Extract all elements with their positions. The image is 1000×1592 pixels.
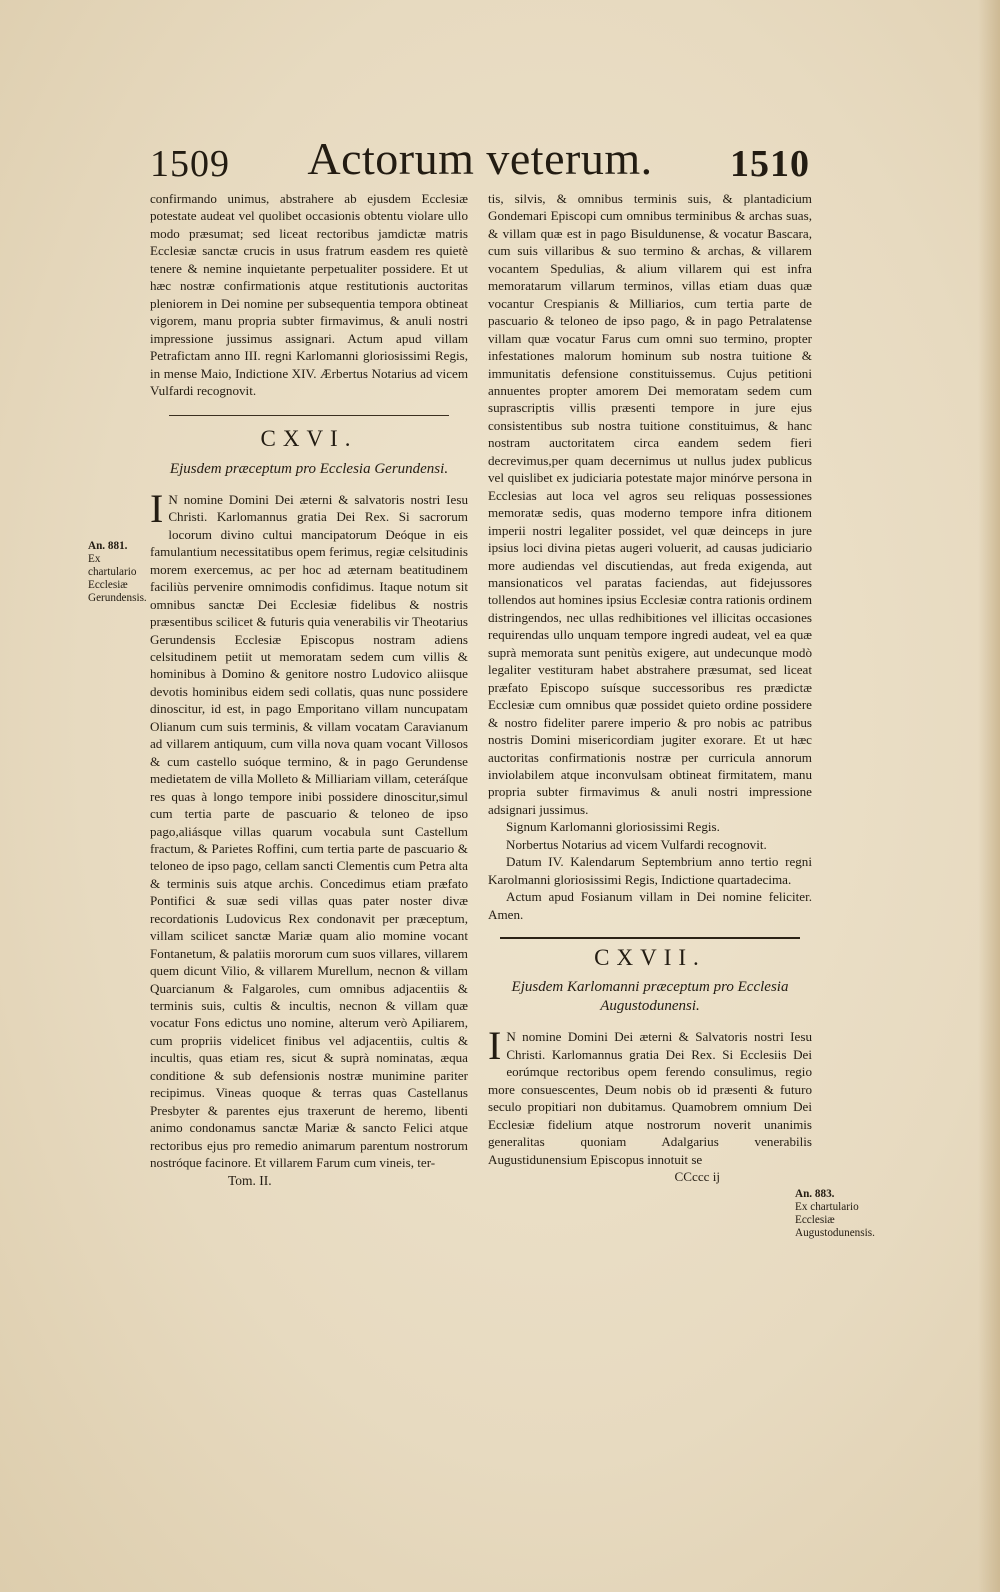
- right-column: [488, 190, 812, 1186]
- running-title: Actorum veterum.: [307, 133, 653, 184]
- gathering-signature: CCccc ij: [674, 1169, 720, 1185]
- margin-note-source-right: Ex chartulario Ecclesiæ Augustodunensis.: [795, 1201, 875, 1239]
- page-number-right: 1510: [730, 143, 810, 185]
- margin-note-right: [795, 1188, 875, 1240]
- section-number-cxvi: CXVI.: [260, 426, 358, 452]
- page-header: [150, 133, 810, 196]
- page-number-left: 1509: [150, 143, 230, 185]
- datum-line: Datum IV. Kalendarum Septembrium anno tertio regni Karolmanni gloriosissimi Regis, Indictione quartadecima.: [488, 854, 812, 887]
- section-divider: [169, 415, 449, 416]
- page-edge-shadow: [978, 0, 1000, 1592]
- right-opening-paragraph: tis, silvis, & omnibus terminis suis, & plantadicium Gondemari Episcopi cum omnibus terminibus & archas suas, & villam quæ est in pago Bisuldunense, & vocatur Bascara, cum suis villaribus & suo termino & archas, & villarem vocantem Spedulias, & alium villarem qui est infra memoratarum villarum terminos, villas etiam duas quæ vocantur Crespianis & Milliarios, cum tertia parte de pascuario & teloneo de ipso pago, & in pago Petralatense villam quæ vocatur Farus cum omni suo termino, propter infestationes malorum hominum sub nostra tuitione & immunitatis defensione constituissemus. Cujus petitioni annuentes propter amorem Dei memoratam sedem cum suprascriptis villis præsenti tempore in jure ejus consistentibus sub nostra tuitione constituimus, & hanc nostram auctoritatem circa eandem sedem fieri decrevimus,per quam decernimus ut nullus judex publicus vel quislibet ex judiciaria potestate major minórve persona in Ecclesias aut loca vel agros seu reliquas possessiones memoratæ sedis, quas moderno tempore infra ditionem imperii nostri legaliter possidet, vel quæ deinceps in jure ipsius loci divina pietas augeri voluerit, ad causas judiciario more audiendas vel discutiendas, aut freda exigenda, aut mansionaticos vel paratas faciendas, aut fidejussores tollendos aut homines ipsius Ecclesiæ contra rationis ordinem distringendos, nec ullas redhibitiones vel illicitas occasiones requirendas ullo unquam tempore ingredi audeat, vel ea quæ suprà memorata sunt penitùs exigere, aut undecunque modò legaliter vestituram habet abstrahere præsumat, sed liceat præfato Episcopo suísque successoribus res prædictæ Ecclesiæ cum omnibus quæ possidet quieto ordine possidere & nostro fideliter parere imperio & pro nobis ac patribus nostris Domini misericordiam jugiter exorare. Et ut hæc auctoritas confirmationis nostræ per curricula annorum inviolabilem atque inconvulsam obtineat firmitatem, manu propria subter firmavimus & anuli nostri impressione adsignari jussimus.: [488, 191, 813, 817]
- margin-note-source: Ex chartulario Ecclesiæ Gerundensis.: [88, 553, 147, 604]
- section-divider-right: [500, 937, 800, 939]
- section-title-cxvi: Ejusdem præceptum pro Ecclesia Gerundensi.: [169, 460, 449, 477]
- drop-capital-right: I: [488, 1023, 502, 1069]
- margin-note-year: An. 881.: [88, 540, 128, 552]
- drop-capital: I: [150, 485, 164, 531]
- notary-line: Norbertus Notarius ad vicem Vulfardi recognovit.: [506, 836, 767, 852]
- margin-note-left: [88, 540, 146, 605]
- charter-cxvi: [150, 485, 468, 1172]
- actum-line: Actum apud Fosianum villam in Dei nomine feliciter. Amen.: [488, 889, 812, 922]
- left-opening-paragraph: confirmando unimus, abstrahere ab ejusdem Ecclesiæ potestate audeat vel quolibet occasionis obtentu violare ullo modo præsumat; sed liceat rectoribus jamdictæ matris Ecclesiæ sanctæ crucis in usus fratrum easdem res quietè tenere & nemine inquietante perpetualiter possidere. Et ut hæc nostræ confirmationis atque restitutionis auctoritas pleniorem in Dei nomine per subsequentia tempora obtineat vigorem, manu propria subter firmavimus, & anuli nostri impressione jussimus assignari. Actum apud villam Petrafictam anno III. regni Karlomanni gloriosissimi Regis, in mense Maio, Indictione XIV. Ærbertus Notarius ad vicem Vulfardi recognovit.: [150, 191, 468, 398]
- section-number-cxvii: CXVII.: [594, 945, 706, 971]
- margin-note-year-right: An. 883.: [795, 1188, 835, 1200]
- signum-line: Signum Karlomanni gloriosissimi Regis.: [506, 819, 720, 835]
- section-title-cxvii: Ejusdem Karlomanni præceptum pro Ecclesia Augustodunensi.: [511, 979, 789, 1015]
- charter-cxvii: [488, 1023, 812, 1168]
- left-column: [150, 190, 468, 1190]
- volume-signature: Tom. II.: [228, 1172, 272, 1188]
- charter-cxvii-text: N nomine Domini Dei æterni & Salvatoris nostri Iesu Christi. Karlomannus gratia Dei Rex. Si Ecclesiis Dei eorúmque rectoribus opem ferendo consulimus, regio more consuescentes, Deum nobis ob id præsenti & futuro seculo propitiari non dubitamus. Quamobrem omnium Dei Ecclesiæ fidelium atque nostrorum noverit unanimis generalitas quoniam Adalgarius venerabilis Augustidunensium Episcopus innotuit se: [488, 1029, 812, 1167]
- signature-line-left: [150, 1172, 468, 1190]
- charter-cxvi-text: N nomine Domini Dei æterni & salvatoris nostri Iesu Christi. Karlomannus gratia Dei Rex. Si sacrorum locorum divino cultui mancipatorum Deóque in eis famulantium necessitatibus opem ferimus, regiæ celsitudinis morem exercemus, ac per hoc ad æternam beatitudinem faciliùs pervenire omnimodis confidimus. Itaque notum sit omnibus sanctæ Dei Ecclesiæ fidelibus & nostris præsentibus scilicet & futuris quia venerabilis vir Theotarius Gerundensis Ecclesiæ Episcopus nostram adiens celsitudinem petiit ut memoratam sedem cum villis & hominibus à Domino & genitore nostro Ludovico aliisque devotis hominibus eidem sedi collatis, quas nunc possidere dinoscitur, id est, in pago Emporitano villam nuncupatam Olianum cum suis terminis, & villam vocatam Caravianum ad villarem antiquum, cum villa nova quam vocant Villosos & cum castello suóque termino, & in pago Gerundense medietatem de villa Molleto & Milliariam villam, ceteráſque res quas à longo tempore inibi possidere dinoscitur,simul cum tertia parte de pascuario & teloneo de ipso pago,aliásque villas quarum vocabula sunt Castellum fractum, & Parietes Roffini, cum tertia parte de pascuario & teloneo de ipso pago, cellam sancti Clementis cum Petra alta & terminis suis atque archis. Concedimus etiam præfato Pontifici & suæ sedi villas quas pater noster divæ recordationis Ludovicus Rex condonavit per præceptum, villam scilicet sanctæ Mariæ quam alio momine vocant Fontanetum, & palatiis mororum cum suos villares, villarem quem dicunt Vilio, & villarem Murellum, necnon & villam Quarcianum & Falgaroles, cum omnibus adjacentiis & terminis suis, cultis & incultis, necnon & villam quæ vocatur Fons edictus uno nomine, alterum verò Apiliarem, cum propriis videlicet finibus vel adjacentiis, cultis & incultis, quas etiam res, sicut & suprà nominatas, æqua conditione & sub defensionis nostræ munimine pariter recipimus. Vineas quoque & terras quas Castellanus Presbyter & parentes ejus traxerunt de heremo, libenti animo condonamus sanctæ Mariæ & sancto Felici atque rectoribus ejus pro remedio animarum parentum nostrorum nostróque facinore. Et villarem Farum cum vineis, ter-: [150, 491, 468, 1171]
